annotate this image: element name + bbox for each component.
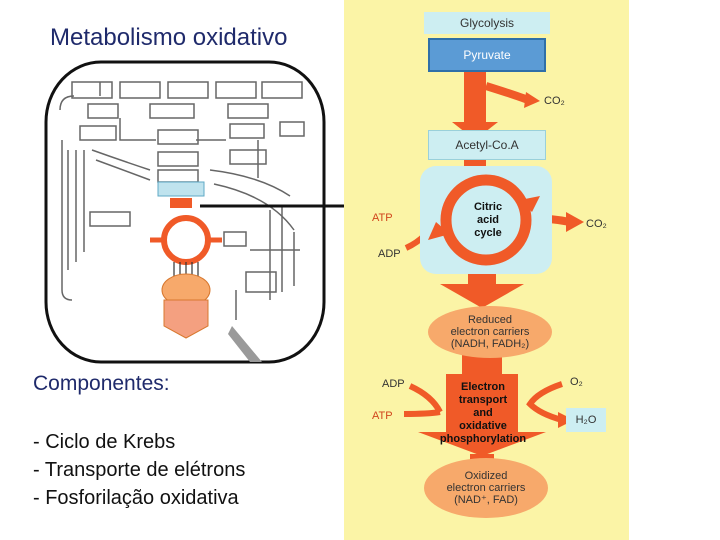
components-heading: Componentes: bbox=[33, 372, 170, 395]
oxidized-line: (NAD⁺, FAD) bbox=[454, 494, 518, 506]
reduced-carriers-oval bbox=[428, 306, 552, 358]
component-item: - Ciclo de Krebs bbox=[33, 431, 176, 453]
co2-mid-label: CO₂ bbox=[586, 218, 607, 230]
oxidized-line: Oxidized bbox=[464, 470, 508, 482]
slide-title: Metabolismo oxidativo bbox=[50, 24, 288, 51]
reduced-line: electron carriers bbox=[450, 326, 530, 338]
pyruvate-box: Pyruvate bbox=[428, 38, 546, 72]
citric-line: acid bbox=[476, 213, 499, 226]
o2-label: O₂ bbox=[570, 376, 583, 388]
component-item: - Fosforilação oxidativa bbox=[33, 487, 239, 509]
reduced-line: Reduced bbox=[467, 314, 513, 326]
citric-line: Citric bbox=[473, 200, 503, 213]
component-item: - Transporte de elétrons bbox=[33, 459, 246, 481]
etc-line: phosphorylation bbox=[439, 432, 527, 445]
electron-transport-label bbox=[430, 380, 536, 446]
atp-upper-label: ATP bbox=[372, 212, 393, 224]
atp-lower-label: ATP bbox=[372, 410, 393, 422]
citric-cycle-label bbox=[456, 198, 520, 242]
adp-upper-label: ADP bbox=[378, 248, 401, 260]
citric-line: cycle bbox=[474, 226, 502, 239]
glycolysis-label: Glycolysis bbox=[424, 12, 550, 34]
reduced-line: (NADH, FADH₂) bbox=[450, 338, 530, 350]
co2-top-label: CO₂ bbox=[544, 95, 565, 107]
acetyl-coa-box: Acetyl-Co.A bbox=[428, 130, 546, 160]
h2o-box: H₂O bbox=[566, 408, 606, 432]
adp-lower-label: ADP bbox=[382, 378, 405, 390]
etc-line: and bbox=[473, 406, 493, 419]
etc-line: transport bbox=[458, 393, 508, 406]
oxidized-line: electron carriers bbox=[446, 482, 526, 494]
etc-line: Electron bbox=[460, 380, 505, 393]
oxidized-carriers-oval bbox=[424, 458, 548, 518]
etc-line: oxidative bbox=[459, 419, 507, 432]
